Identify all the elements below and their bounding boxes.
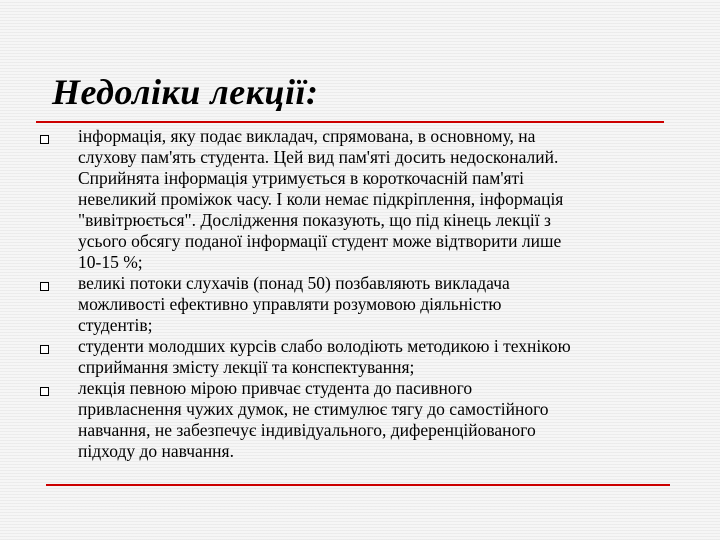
bottom-divider (46, 484, 670, 486)
hollow-square-bullet-icon (40, 282, 49, 291)
slide-title: Недоліки лекції: (52, 72, 319, 112)
bullet-text-line: усього обсягу поданої інформації студент може відтворити лише (78, 231, 562, 251)
bullet-text-line: студентів; (78, 315, 153, 335)
bullet-text-line: Сприйнята інформація утримується в короткочасній пам'яті (78, 168, 525, 188)
bullet-text-line: невеликий проміжок часу. І коли немає підкріплення, інформація (78, 189, 564, 209)
bullet-text-line: студенти молодших курсів слабо володіють методикою і технікою (78, 336, 571, 356)
bullet-text-line: привласнення чужих думок, не стимулює тягу до самостійного (78, 399, 549, 419)
bullet-item (40, 378, 690, 462)
bullet-text-line: 10-15 %; (78, 252, 143, 272)
bullet-text-line: можливості ефективно управляти розумовою діяльністю (78, 294, 502, 314)
bullet-text-line: інформація, яку подає викладач, спрямована, в основному, на (78, 126, 536, 146)
hollow-square-bullet-icon (40, 135, 49, 144)
bullet-item (40, 126, 690, 273)
bullet-text-line: великі потоки слухачів (понад 50) позбавляють викладача (78, 273, 510, 293)
bullet-text-line: навчання, не забезпечує індивідуального, диференційованого (78, 420, 536, 440)
bullet-item (40, 273, 690, 336)
bullet-text-line: сприймання змісту лекції та конспектування; (78, 357, 415, 377)
bullet-text-line: слухову пам'ять студента. Цей вид пам'яті досить недосконалий. (78, 147, 559, 167)
hollow-square-bullet-icon (40, 387, 49, 396)
bullet-item (40, 336, 690, 378)
bullet-text-line: підходу до навчання. (78, 441, 234, 461)
bullet-list (40, 126, 690, 462)
bullet-text-line: лекція певною мірою привчає студента до пасивного (78, 378, 473, 398)
bullet-text-line: "вивітрюється". Дослідження показують, що під кінець лекції з (78, 210, 551, 230)
hollow-square-bullet-icon (40, 345, 49, 354)
title-underline (36, 121, 664, 123)
